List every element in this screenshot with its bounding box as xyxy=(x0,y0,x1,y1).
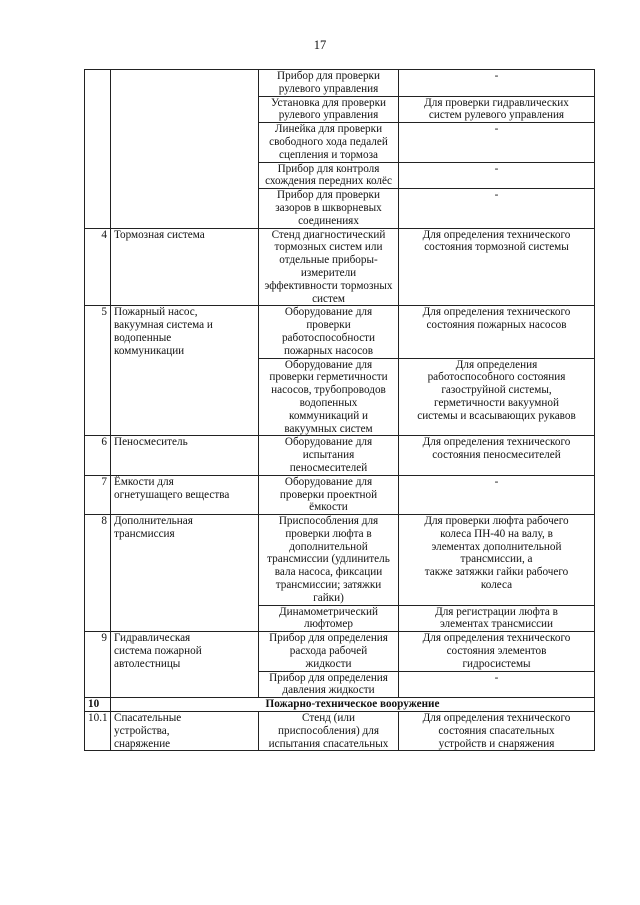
purpose-cell: Для определения технического состояния элементов гидросистемы xyxy=(399,632,595,671)
purpose-cell: - xyxy=(399,189,595,228)
purpose-cell: - xyxy=(399,70,595,97)
purpose-cell: Для определения технического состояния спасательных устройств и снаряжения xyxy=(399,712,595,751)
equipment-cell: Линейка для проверки свободного хода педалей сцепления и тормоза xyxy=(259,123,399,162)
system-cell: Гидравлическая система пожарной автолестницы xyxy=(111,632,259,698)
page-number: 17 xyxy=(313,38,327,52)
purpose-cell: Для определения технического состояния тормозной системы xyxy=(399,228,595,306)
table-row xyxy=(85,712,595,751)
table-row xyxy=(85,436,595,475)
equipment-cell: Прибор для определения давления жидкости xyxy=(259,671,399,698)
row-number-cell: 9 xyxy=(85,632,111,698)
table-row xyxy=(85,306,595,358)
row-number-cell: 6 xyxy=(85,436,111,475)
purpose-cell: Для определения технического состояния пожарных насосов xyxy=(399,306,595,358)
purpose-cell: - xyxy=(399,671,595,698)
table-row xyxy=(85,70,595,97)
row-number-cell: 4 xyxy=(85,228,111,306)
table-row xyxy=(85,632,595,671)
purpose-cell: Для определения работоспособного состояния газоструйной системы, герметичности вакуумной системы и всасывающих рукавов xyxy=(399,358,595,436)
equipment-cell: Оборудование для испытания пеносмесителей xyxy=(259,436,399,475)
equipment-cell: Прибор для проверки рулевого управления xyxy=(259,70,399,97)
row-number-cell: 10.1 xyxy=(85,712,111,751)
equipment-cell: Прибор для контроля схождения передних колёс xyxy=(259,162,399,189)
section-title: Пожарно-техническое вооружение xyxy=(111,698,595,712)
system-cell: Тормозная система xyxy=(111,228,259,306)
system-cell: Пеносмеситель xyxy=(111,436,259,475)
purpose-cell: Для определения технического состояния пеносмесителей xyxy=(399,436,595,475)
row-number-cell: 7 xyxy=(85,475,111,514)
system-cell: Дополнительная трансмиссия xyxy=(111,515,259,632)
equipment-cell: Оборудование для проверки работоспособности пожарных насосов xyxy=(259,306,399,358)
equipment-cell: Оборудование для проверки герметичности насосов, трубопроводов водопенных коммуникаций и вакуумных систем xyxy=(259,358,399,436)
purpose-cell: - xyxy=(399,475,595,514)
equipment-cell: Установка для проверки рулевого управления xyxy=(259,96,399,123)
purpose-cell: Для проверки люфта рабочего колеса ПН-40 на валу, в элементах дополнительной трансмиссии, а также затяжки гайки рабочего колеса xyxy=(399,515,595,606)
section-number: 10 xyxy=(85,698,111,712)
equipment-cell: Стенд (или приспособления) для испытания спасательных xyxy=(259,712,399,751)
purpose-cell: Для регистрации люфта в элементах трансмиссии xyxy=(399,605,595,632)
table-row xyxy=(85,515,595,606)
table-row xyxy=(85,228,595,306)
system-cell: Спасательные устройства, снаряжение xyxy=(111,712,259,751)
equipment-cell: Динамометрический люфтомер xyxy=(259,605,399,632)
equipment-cell: Оборудование для проверки проектной ёмкости xyxy=(259,475,399,514)
row-number-cell xyxy=(85,70,111,229)
row-number-cell: 5 xyxy=(85,306,111,436)
purpose-cell: - xyxy=(399,162,595,189)
purpose-cell: - xyxy=(399,123,595,162)
table-row xyxy=(85,475,595,514)
system-cell xyxy=(111,70,259,229)
section-row xyxy=(85,698,595,712)
row-number-cell: 8 xyxy=(85,515,111,632)
system-cell: Пожарный насос, вакуумная система и водопенные коммуникации xyxy=(111,306,259,436)
equipment-cell: Прибор для проверки зазоров в шкворневых соединениях xyxy=(259,189,399,228)
equipment-cell: Прибор для определения расхода рабочей жидкости xyxy=(259,632,399,671)
equipment-cell: Стенд диагностический тормозных систем или отдельные приборы- измерители эффективности тормозных систем xyxy=(259,228,399,306)
system-cell: Ёмкости для огнетушащего вещества xyxy=(111,475,259,514)
equipment-table xyxy=(84,69,595,751)
purpose-cell: Для проверки гидравлических систем рулевого управления xyxy=(399,96,595,123)
equipment-cell: Приспособления для проверки люфта в дополнительной трансмиссии (удлинитель вала насоса, фиксации трансмиссии; затяжки гайки) xyxy=(259,515,399,606)
